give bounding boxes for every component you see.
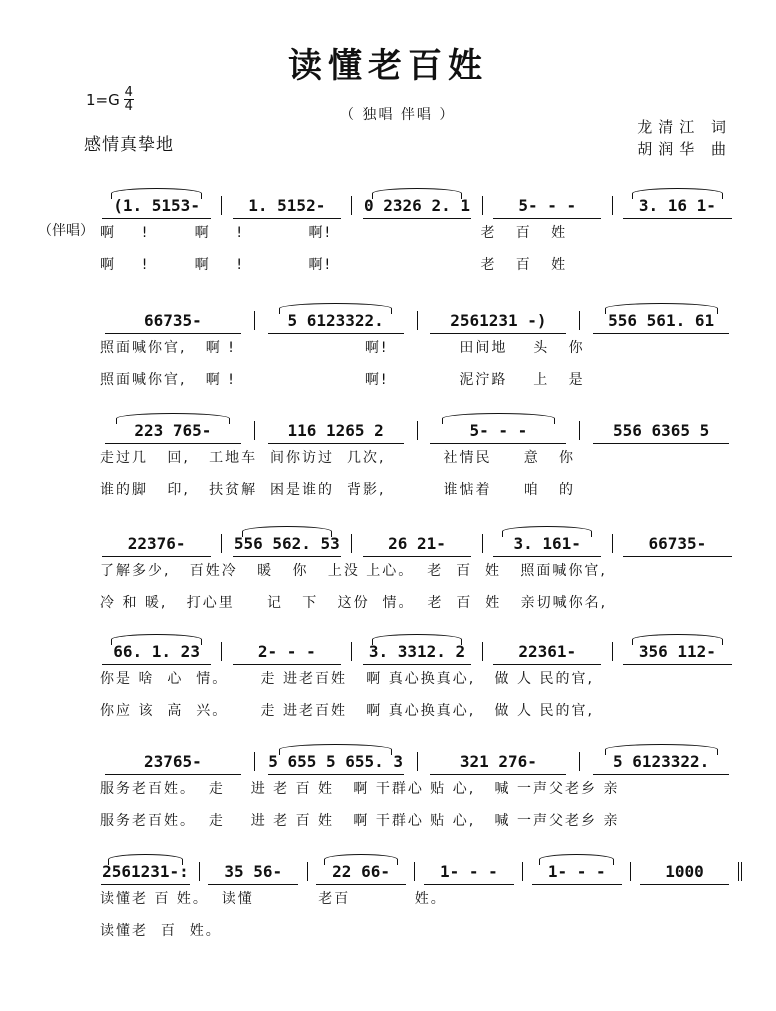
measure: (1. 5153- — [92, 196, 221, 215]
song-title: 读懂老百姓 — [288, 46, 488, 86]
measure: 3. 161- — [482, 534, 612, 553]
measure: 556 561. 61 — [579, 311, 742, 330]
key-signature — [86, 86, 134, 113]
measure: 66735- — [612, 534, 742, 553]
measure: 66735- — [92, 311, 254, 330]
measure: 556 562. 53 — [221, 534, 351, 553]
measure: 1000 — [630, 862, 742, 881]
notation-line — [92, 636, 742, 666]
measure: 3. 16 1- — [612, 196, 742, 215]
lyrics-verse-2: 服务老百姓。 走 进 老 百 姓 啊 干群心 贴 心, 喊 一声父老乡 亲 — [100, 813, 620, 829]
measure: 5 6123322. — [254, 311, 417, 330]
meter-top: 4 — [124, 85, 133, 100]
meter-bottom: 4 — [124, 99, 133, 114]
measure: 22 66- — [307, 862, 415, 881]
tempo-marking: 感情真挚地 — [84, 135, 174, 155]
measure: 23765- — [92, 752, 254, 771]
measure: 5- - - — [417, 421, 580, 440]
measure: 1. 5152- — [221, 196, 351, 215]
subtitle: （ 独唱 伴唱 ） — [340, 107, 456, 123]
measure: 22361- — [482, 642, 612, 661]
lyrics-verse-1: 你是 啥 心 情。 走 进老百姓 啊 真心换真心, 做 人 民的官, — [100, 671, 594, 687]
measure: 2561231-: — [92, 862, 199, 881]
measure: 26 21- — [351, 534, 481, 553]
lyrics-verse-2: 照面喊你官, 啊 ! 啊! 泥泞路 上 是 — [100, 372, 585, 388]
time-signature — [124, 86, 134, 113]
measure: 3. 3312. 2 — [351, 642, 481, 661]
lyrics-verse-2: 读懂老 百 姓。 — [100, 923, 222, 939]
measure: 116 1265 2 — [254, 421, 417, 440]
lyrics-verse-1: 服务老百姓。 走 进 老 百 姓 啊 干群心 贴 心, 喊 一声父老乡 亲 — [100, 781, 620, 797]
lyricist: 龙清江 词 — [637, 118, 732, 136]
lyrics-verse-1: 照面喊你官, 啊 ! 啊! 田间地 头 你 — [100, 340, 585, 356]
notation-line — [92, 415, 742, 445]
lyrics-verse-1: 走过几 回, 工地车 间你访过 几次, 社情民 意 你 — [100, 450, 576, 466]
lyrics-verse-2: 啊 ! 啊 ! 啊! 老 百 姓 — [100, 257, 568, 273]
notation-line — [92, 190, 742, 220]
measure: 1- - - — [522, 862, 630, 881]
notation-line — [92, 856, 742, 886]
measure: 2561231 -) — [417, 311, 580, 330]
lyrics-verse-1: 读懂老 百 姓。 读懂 老百 姓。 — [100, 891, 447, 907]
measure: 66. 1. 23 — [92, 642, 221, 661]
key-label: 1=G — [86, 90, 120, 109]
measure: 356 112- — [612, 642, 742, 661]
lyrics-verse-2: 谁的脚 印, 扶贫解 困是谁的 背影, 谁惦着 咱 的 — [100, 482, 576, 498]
measure: 35 56- — [199, 862, 307, 881]
measure: 1- - - — [414, 862, 522, 881]
measure: 223 765- — [92, 421, 254, 440]
notation-line — [92, 305, 742, 335]
measure: 0 2326 2. 1 — [351, 196, 481, 215]
measure: 22376- — [92, 534, 221, 553]
measure: 321 276- — [417, 752, 580, 771]
measure: 5- - - — [482, 196, 612, 215]
measure: 5 655 5 655. 3 — [254, 752, 417, 771]
lyrics-verse-1: 啊 ! 啊 ! 啊! 老 百 姓 — [100, 225, 568, 241]
measure: 5 6123322. — [579, 752, 742, 771]
measure: 2- - - — [221, 642, 351, 661]
lyrics-verse-1: 了解多少, 百姓冷 暖 你 上没 上心。 老 百 姓 照面喊你官, — [100, 563, 607, 579]
lyrics-verse-2: 冷 和 暖, 打心里 记 下 这份 情。 老 百 姓 亲切喊你名, — [100, 595, 608, 611]
role-label: （伴唱） — [38, 223, 94, 239]
notation-line — [92, 746, 742, 776]
credits — [637, 116, 732, 160]
notation-line — [92, 528, 742, 558]
lyrics-verse-2: 你应 该 高 兴。 走 进老百姓 啊 真心换真心, 做 人 民的官, — [100, 703, 594, 719]
measure: 556 6365 5 — [579, 421, 742, 440]
composer: 胡润华 曲 — [637, 140, 732, 158]
